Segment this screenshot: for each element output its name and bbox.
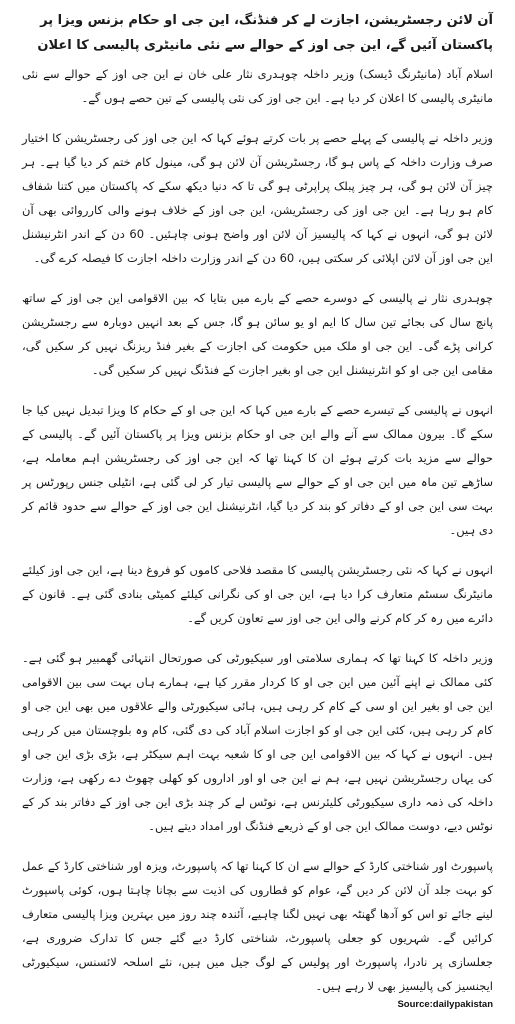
article-paragraph: اسلام آباد (مانیٹرنگ ڈیسک) وزیر داخلہ چوہدری نثار علی خان نے این جی اوز کے حوالے سے نئی مانیٹری پالیسی کا اعلان کر دیا ہے۔ این جی اوز کی نئی پالیسی کے تین حصے ہوں گے۔ bbox=[22, 67, 493, 105]
article-paragraph: چوہدری نثار نے پالیسی کے دوسرے حصے کے بارے میں بتایا کہ بین الاقوامی این جی اوز کے ساتھ پانچ سال کی بجائے تین سال کا ایم او یو سائن ہو گا، جس کے بعد انہیں دوبارہ سے رجسٹریشن کرانی پڑے گی۔ این جی او ملک میں حکومت کی اجازت کے بغیر فنڈ ریزنگ نہیں کر سکیں گی، مقامی این جی او کو انٹرنیشنل این جی او بغیر اجازت کے فنڈنگ نہیں کر سکیں گی۔ bbox=[22, 291, 493, 377]
article-headline: آن لائن رجسٹریشن، اجازت لے کر فنڈنگ، این جی او حکام بزنس ویزا پر پاکستان آئیں گے، این جی اوز کے حوالے سے نئی مانیٹری پالیسی کا اعلان bbox=[37, 13, 493, 53]
article-paragraph: انہوں نے پالیسی کے تیسرے حصے کے بارے میں کہا کہ این جی او کے حکام کا ویزا تبدیل نہیں کیا جا سکے گا۔ بیرون ممالک سے آنے والے این جی او حکام بزنس ویزا پر پاکستان آئیں گے۔ پالیسی کے حوالے سے مزید بات کرتے ہوئے ان کا کہنا تھا کہ این جی اوز کی رجسٹریشن اہم معاملہ ہے، ساڑھے تین ماہ میں این جی او کے حوالے سے پالیسی تیار کر لی گئی ہے، انٹیلی جنس رپورٹس پر بہت سی این جی او کے دفاتر کو بند کر دیا گیا، انٹرنیشنل این جی اوز کے حوالے سے حدود قائم کر دی ہیں۔ bbox=[22, 403, 493, 537]
article-paragraph: انہوں نے کہا کہ نئی رجسٹریشن پالیسی کا مقصد فلاحی کاموں کو فروغ دینا ہے، این جی اوز کیلئے مانیٹرنگ سسٹم متعارف کرا دیا ہے، این جی او کی نگرانی کیلئے کمیٹی بنادی گئی ہے۔ قانون کے دائرے میں رہ کر کام کرنے والی این جی اوز سے تعاون کریں گے۔ bbox=[22, 563, 493, 625]
article-paragraph: وزیر داخلہ نے پالیسی کے پہلے حصے پر بات کرتے ہوئے کہا کہ این جی اوز کی رجسٹریشن کا اختیار صرف وزارت داخلہ کے پاس ہو گا، رجسٹریشن آن لائن ہو گی، مینول کام ختم کر دیا گیا ہے۔ ہر چیز آن لائن ہو گی، ہر چیز پبلک پراپرٹی ہو گی تا کہ دنیا دیکھ سکے کہ پاکستان میں کتنا شفاف کام ہو رہا ہے۔ این جی اوز کی رجسٹریشن، این جی اوز کے خلاف ہونے والی کارروائی بھی آن لائن ہو گی، انہوں نے کہا کہ پالیسیز آن لائن اور واضح ہونی چاہئیں۔ 60 دن کے اندر انٹرنیشنل این جی اوز آن لائن اپلائی کر سکتی ہیں، 60 دن کے اندر وزارت داخلہ اجازت کا فیصلہ کرے گی۔ bbox=[22, 131, 493, 265]
article-paragraph: پاسپورٹ اور شناختی کارڈ کے حوالے سے ان کا کہنا تھا کہ پاسپورٹ، ویزہ اور شناختی کارڈ کے عمل کو بہت جلد آن لائن کر دیں گے، عوام کو قطاروں کی اذیت سے بچانا چاہتا ہوں، کوئی پاسپورٹ لینے جائے تو اس کو آدھا گھنٹہ بھی نہیں لگنا چاہیے، آئندہ چند روز میں بہترین ویزا پالیسی متعارف کرائیں گے۔ شہریوں کو جعلی پاسپورٹ، شناختی کارڈ دیے گئے جس کا تدارک ضروری ہے، جعلسازی پر نادرا، پاسپورٹ اور پولیس کے لوگ جیل میں ہیں، نئے اسلحہ لائسنس، سیکیورٹی ایجنسیز کی پالیسیز بھی لا رہے ہیں۔ bbox=[22, 859, 493, 993]
source-credit: Source:dailypakistan bbox=[397, 999, 493, 1010]
article-paragraph: وزیر داخلہ کا کہنا تھا کہ ہماری سلامتی اور سیکیورٹی کی صورتحال انتہائی گھمبیر ہو گئی ہے۔ کئی ممالک نے اپنے آئین میں این جی او کا کردار مقرر کیا ہے، ہمارے ہاں بہت سی بین الاقوامی این جی او بغیر این او سی کے کام کر رہی ہیں، ہائی سیکیورٹی والے علاقوں میں بھی این جی او کام کر رہی ہیں، کئی این جی او کو اجازت اسلام آباد کی دی گئی، کام وہ بلوچستان میں کر رہی ہیں۔ انہوں نے کہا کہ بین الاقوامی این جی او کا شعبہ بہت اہم سیکٹر ہے، بڑی بڑی این جی او کی یہاں رجسٹریشن نہیں ہے، ہم نے این جی او اور اداروں کو کھلی چھوٹ دے رکھی ہے، وزارت داخلہ کی ذمہ داری سیکیورٹی کلیئرنس ہے، نوٹس لے کر چند بڑی این جی اوز کے دفاتر بند کر کے نوٹس دیے، دوست ممالک این جی او کے ذریعے فنڈنگ اور امداد دیتے ہیں۔ bbox=[22, 651, 493, 833]
